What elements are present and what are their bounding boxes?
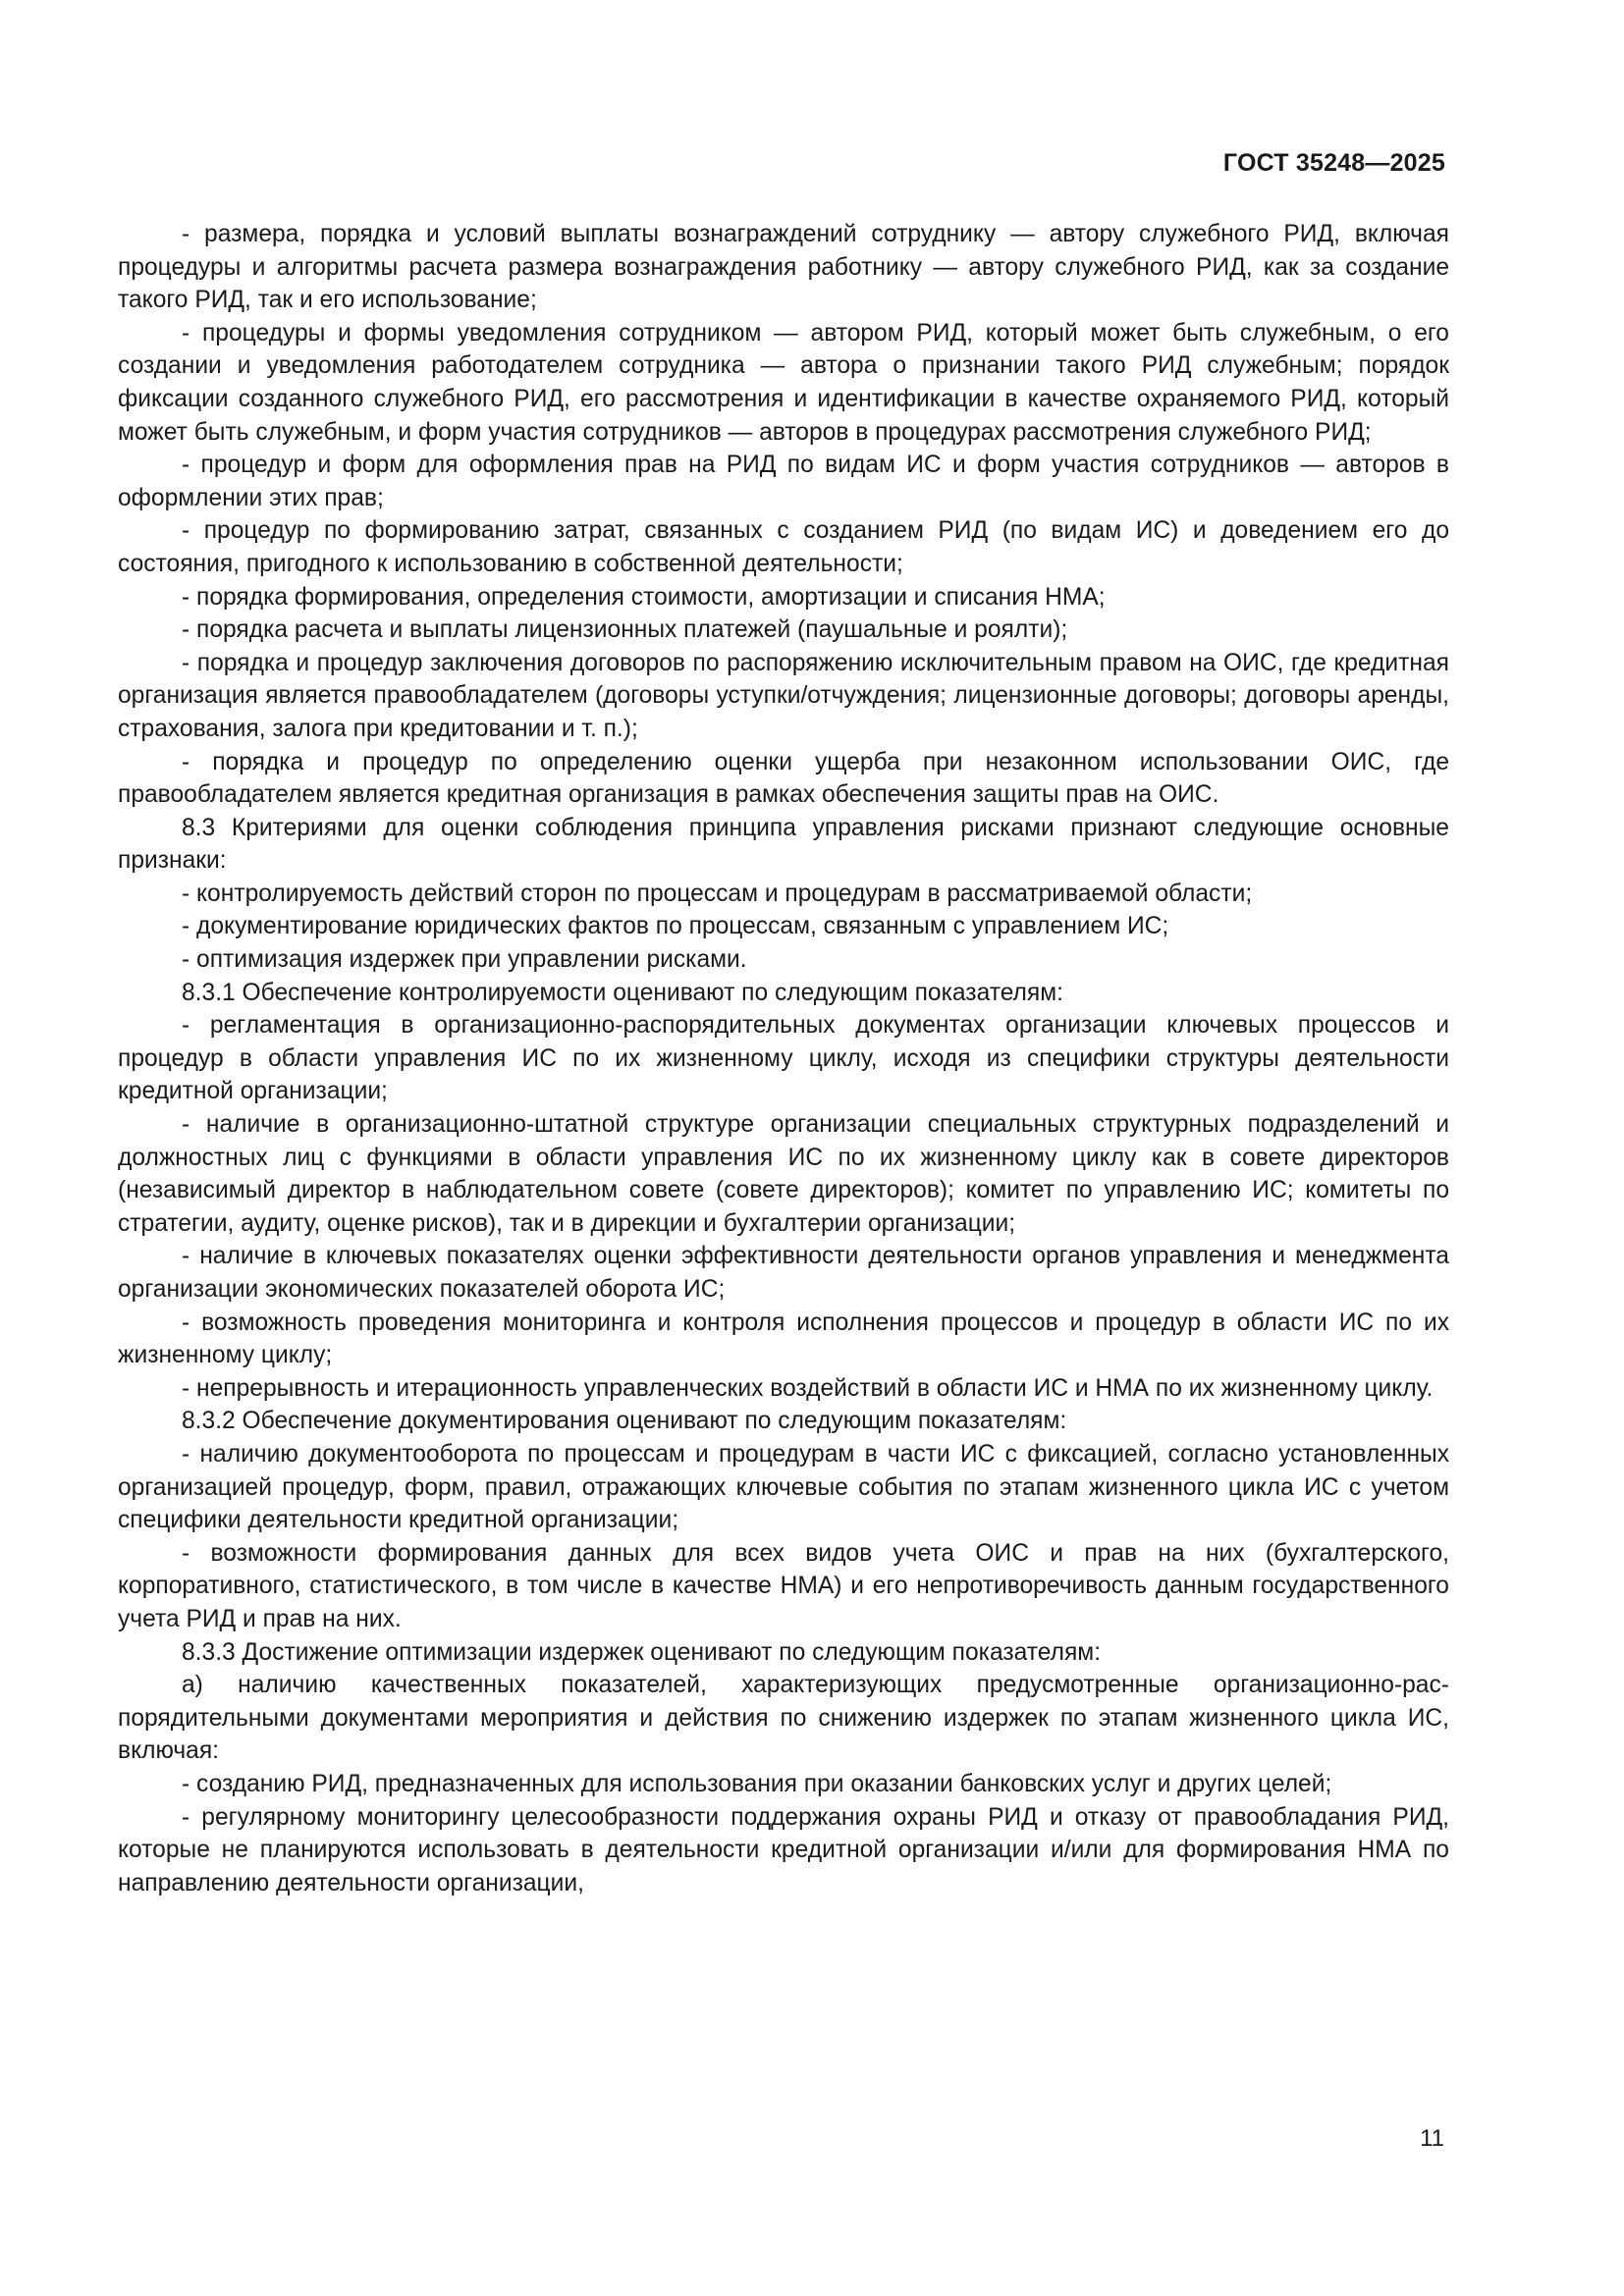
paragraph: - порядка формирования, определения стоимости, амортизации и списания НМА; bbox=[182, 583, 1106, 611]
paragraph: - непрерывность и итерационность управленческих воздействий в области ИС и НМА по их жизненному циклу. bbox=[182, 1374, 1434, 1402]
paragraph: - порядка и процедур по определению оценки ущерба при незаконном использовании ОИС, где правообладателем является кредитная организация в рамках обеспечения защиты прав на ОИС. bbox=[118, 748, 1449, 809]
paragraph: - оптимизация издержек при управлении рисками. bbox=[182, 946, 747, 974]
paragraph: - контролируемость действий сторон по процессам и процедурам в рассматриваемой области; bbox=[182, 880, 1253, 907]
paragraph: - размера, порядка и условий выплаты вознаграждений сотруднику — автору служебного РИД, включая процедуры и алгоритмы расчета размера вознаграждения работнику — автору служебного РИД, как за создание такого РИД, так и его использование; bbox=[118, 221, 1449, 314]
paragraph: - регулярному мониторингу целесообразности поддержания охраны РИД и отказу от правообладания РИД, которые не планируются использовать в деятельности кредитной организации и/или для формирования НМА по направлению деятельности организации, bbox=[118, 1803, 1449, 1896]
paragraph: а) наличию качественных показателей, характеризующих предусмотренные организационно-распорядительными документами мероприятия и действия по снижению издержек по этапам жизненного цикла ИС, включая: bbox=[118, 1672, 1449, 1765]
page-number: 11 bbox=[1420, 2125, 1444, 2152]
paragraph: - наличие в организационно-штатной структуре организации специальных структурных подразделений и должностных лиц с функциями в области управления ИС по их жизненному циклу как в совете директоров (независимый директор в наблюдательном совете (совете директоров); комитет по управлению ИС; комитеты по стратегии, аудиту, оценке рисков), так и в дирекции и бухгалтерии организации; bbox=[118, 1111, 1449, 1237]
paragraph: - возможности формирования данных для всех видов учета ОИС и прав на них (бухгалтерского, корпоративного, статистического, в том числе в качестве НМА) и его непротиворечивость данным государственного учета РИД и прав на них. bbox=[118, 1539, 1449, 1632]
section-heading-paragraph: 8.3 Критериями для оценки соблюдения принципа управления рисками признают следующие основные признаки: bbox=[118, 814, 1449, 875]
paragraph: - наличию документооборота по процессам и процедурам в части ИС с фиксацией, согласно установленных организацией процедур, форм, правил, отражающих ключевые события по этапам жизненного цикла ИС с учетом специфики деятельности кредитной организации; bbox=[118, 1440, 1449, 1534]
document-header-standard-id: ГОСТ 35248—2025 bbox=[1222, 149, 1445, 177]
paragraph: - наличие в ключевых показателях оценки эффективности деятельности органов управления и менеджмента организации экономических показателей оборота ИС; bbox=[118, 1243, 1449, 1303]
paragraph: - процедур по формированию затрат, связанных с созданием РИД (по видам ИС) и доведением его до состояния, пригодного к использованию в собственной деятельности; bbox=[118, 517, 1449, 577]
paragraph: - процедур и форм для оформления прав на РИД по видам ИС и форм участия сотрудников — авторов в оформлении этих прав; bbox=[118, 452, 1449, 511]
paragraph: - возможность проведения мониторинга и контроля исполнения процессов и процедур в области ИС по их жизненному циклу; bbox=[118, 1308, 1449, 1369]
paragraph: - порядка расчета и выплаты лицензионных платежей (паушальные и роялти); bbox=[182, 616, 1068, 644]
paragraph: - порядка и процедур заключения договоров по распоряжению исключительным правом на ОИС, где кредитная организация является правообладателем (договоры уступки/отчуждения; лицензионные договоры; договоры аренды, страхования, залога при кредитовании и т. п.); bbox=[118, 649, 1449, 742]
paragraph: - процедуры и формы уведомления сотрудником — автором РИД, который может быть служебным, о его создании и уведомления работодателем сотрудника — автора о признании такого РИД служебным; порядок фиксации созданного служебного РИД, его рассмотрения и идентификации в качестве охраняемого РИД, который может быть служебным, и форм участия сотрудников — авторов в процедурах рассмотрения служебного РИД; bbox=[118, 319, 1449, 446]
document-body bbox=[118, 218, 1449, 1899]
paragraph: - созданию РИД, предназначенных для использования при оказании банковских услуг и других целей; bbox=[182, 1770, 1332, 1797]
paragraph: - документирование юридических фактов по процессам, связанным с управлением ИС; bbox=[182, 913, 1169, 940]
section-heading-paragraph: 8.3.1 Обеспечение контролируемости оценивают по следующим показателям: bbox=[182, 979, 1063, 1006]
paragraph: - регламентация в организационно-распорядительных документах организации ключевых процессов и процедур в области управления ИС по их жизненному циклу, исходя из специфики структуры деятельности кредитной организации; bbox=[118, 1012, 1449, 1105]
section-heading-paragraph: 8.3.2 Обеспечение документирования оценивают по следующим показателям: bbox=[182, 1408, 1067, 1435]
section-heading-paragraph: 8.3.3 Достижение оптимизации издержек оценивают по следующим показателям: bbox=[182, 1638, 1102, 1666]
